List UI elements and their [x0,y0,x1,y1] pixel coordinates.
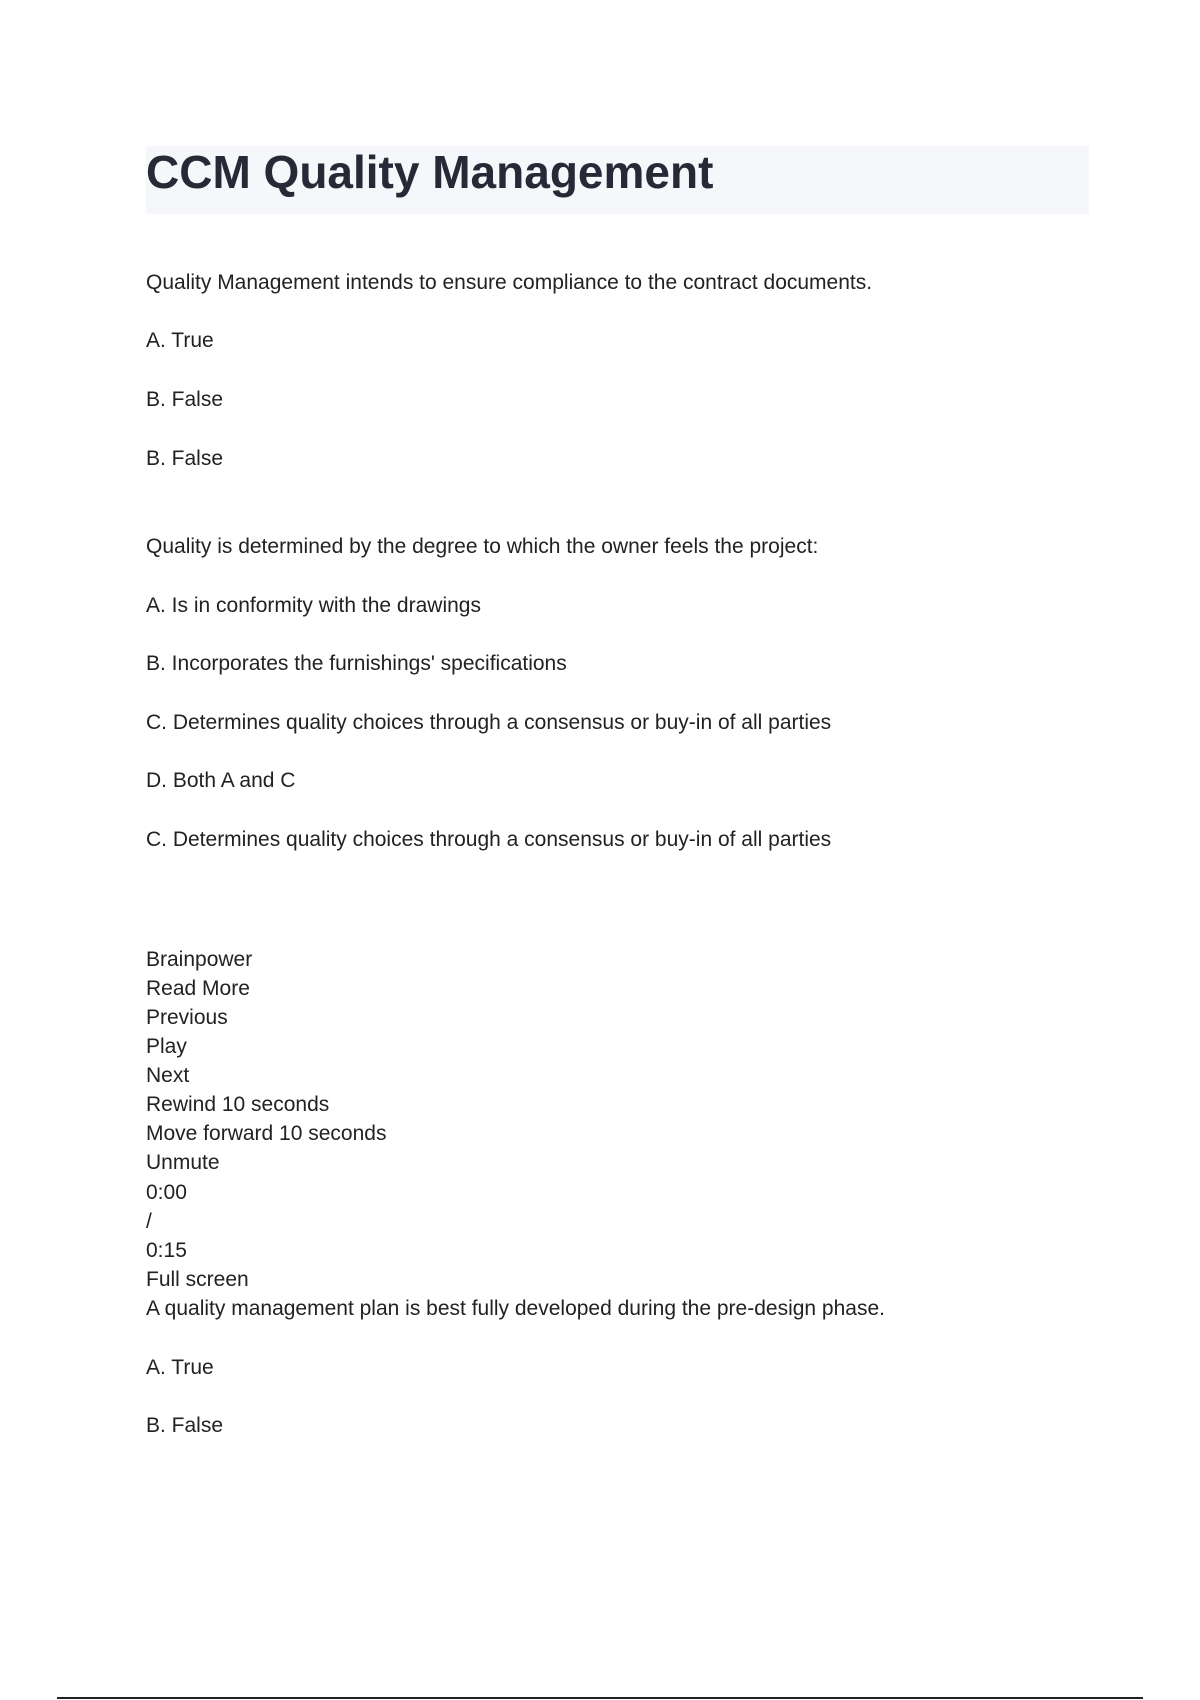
player-brand: Brainpower [146,948,253,971]
current-time: 0:00 [146,1181,187,1204]
question-1-answer: B. False [146,447,224,470]
time-separator: / [146,1210,152,1233]
read-more-link[interactable]: Read More [146,977,250,1000]
question-1-prompt: Quality Management intends to ensure compliance to the contract documents. [146,271,873,294]
play-button[interactable]: Play [146,1035,187,1058]
previous-button[interactable]: Previous [146,1006,228,1029]
forward-button[interactable]: Move forward 10 seconds [146,1122,387,1145]
question-1-option-b: B. False [146,388,224,411]
question-3-option-a: A. True [146,1356,214,1379]
fullscreen-button[interactable]: Full screen [146,1268,249,1291]
question-2-option-d: D. Both A and C [146,769,296,792]
next-button[interactable]: Next [146,1064,190,1087]
question-2-option-a: A. Is in conformity with the drawings [146,594,481,617]
question-3-prompt: A quality management plan is best fully developed during the pre-design phase. [146,1297,885,1320]
question-3-option-b: B. False [146,1414,224,1437]
question-2-answer: C. Determines quality choices through a consensus or buy-in of all parties [146,828,832,851]
question-2-prompt: Quality is determined by the degree to which the owner feels the project: [146,535,819,558]
footer-rule [57,1697,1143,1699]
question-2-option-c: C. Determines quality choices through a consensus or buy-in of all parties [146,711,832,734]
rewind-button[interactable]: Rewind 10 seconds [146,1093,330,1116]
question-1-option-a: A. True [146,329,214,352]
question-2-option-b: B. Incorporates the furnishings' specifications [146,652,567,675]
page-title: CCM Quality Management [146,146,714,198]
duration: 0:15 [146,1239,187,1262]
unmute-button[interactable]: Unmute [146,1151,220,1174]
